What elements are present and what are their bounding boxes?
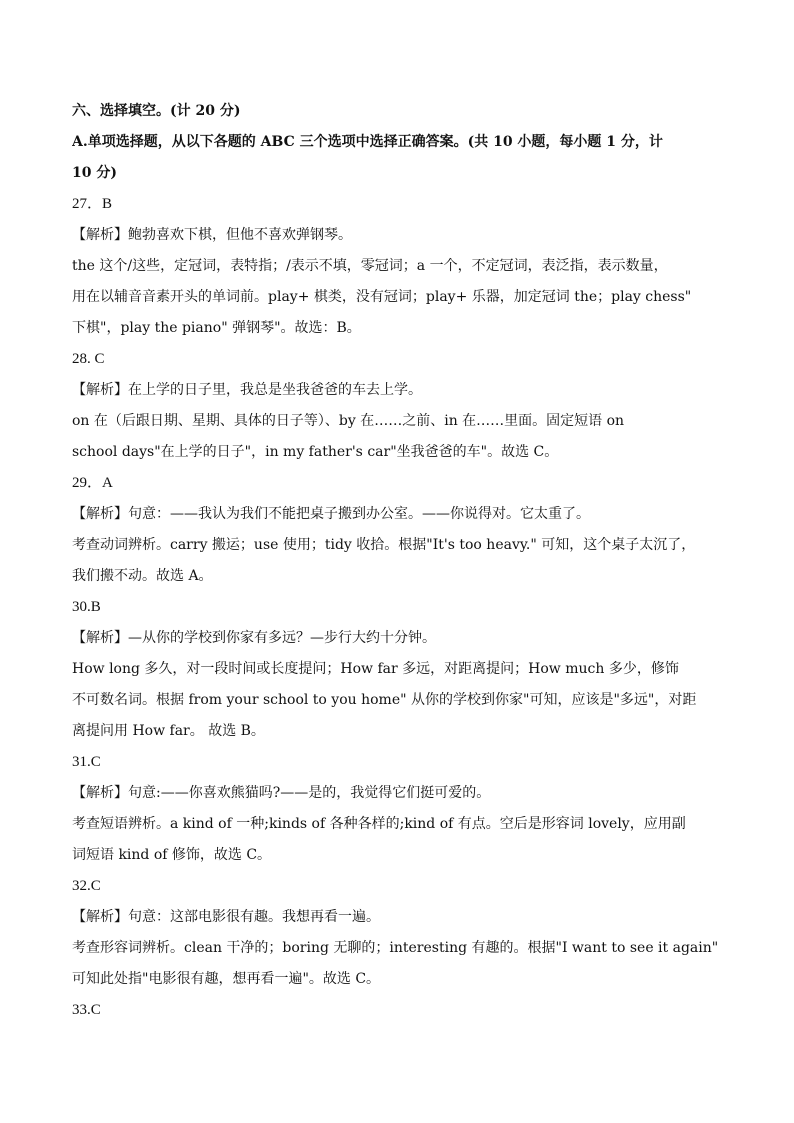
explanation-line: 用在以辅音音素开头的单词前。play+ 棋类，没有冠词；play+ 乐器，加定冠词 the；play chess" (72, 289, 692, 305)
explanation-heading: 【解析】句意：这部电影很有趣。我想再看一遍。 (72, 909, 380, 925)
explanation-line: 不可数名词。根据 from your school to you home" 从你的学校到你家"可知，应该是"多远"，对距 (72, 692, 697, 708)
document-page (72, 96, 732, 1026)
explanation-line: 离提问用 How far。 故选 B。 (72, 723, 265, 739)
explanation-line: school days"在上学的日子"，in my father's car"坐我爸爸的车"。故选 C。 (72, 444, 559, 460)
answer-label: 32.C (72, 878, 101, 894)
explanation-line: 词短语 kind of 修饰，故选 C。 (72, 847, 272, 863)
explanation-line: 我们搬不动。故选 A。 (72, 568, 213, 584)
explanation-heading: 【解析】鲍勃喜欢下棋，但他不喜欢弹钢琴。 (72, 227, 352, 243)
answer-label: 31.C (72, 754, 101, 770)
explanation-heading: 【解析】句意:——你喜欢熊猫吗?——是的，我觉得它们挺可爱的。 (72, 785, 491, 801)
answer-label: 29．A (72, 475, 113, 491)
explanation-line: 可知此处指"电影很有趣，想再看一遍"。故选 C。 (72, 971, 381, 987)
section-instruction-line-1: A.单项选择题，从以下各题的 ABC 三个选项中选择正确答案。(共 10 小题，每小题 1 分，计 (72, 134, 663, 150)
explanation-heading: 【解析】—从你的学校到你家有多远？—步行大约十分钟。 (72, 630, 436, 646)
question-31 (72, 747, 732, 871)
explanation-line: 考查形容词辨析。clean 干净的；boring 无聊的；interesting 有趣的。根据"I want to see it again" (72, 940, 719, 956)
explanation-line: on 在（后跟日期、星期、具体的日子等）、by 在……之前、in 在……里面。固定短语 on (72, 413, 625, 429)
question-30 (72, 592, 732, 747)
answer-label: 27．B (72, 196, 113, 212)
section-title: 六、选择填空。(计 20 分) (72, 103, 241, 119)
question-33 (72, 995, 732, 1026)
question-29 (72, 468, 732, 592)
explanation-line: 下棋"，play the piano" 弹钢琴"。故选：B。 (72, 320, 361, 336)
answer-label: 30.B (72, 599, 101, 615)
explanation-heading: 【解析】在上学的日子里，我总是坐我爸爸的车去上学。 (72, 382, 422, 398)
explanation-line: How long 多久，对一段时间或长度提问；How far 多远，对距离提问；How much 多少，修饰 (72, 661, 679, 677)
answer-label: 33.C (72, 1002, 101, 1018)
question-27 (72, 189, 732, 344)
question-32 (72, 871, 732, 995)
answer-label: 28. C (72, 351, 105, 367)
explanation-line: the 这个/这些，定冠词，表特指；/表示不填，零冠词；a 一个，不定冠词，表泛指，表示数量， (72, 258, 668, 274)
explanation-line: 考查短语辨析。a kind of 一种;kinds of 各种各样的;kind of 有点。空后是形容词 lovely，应用副 (72, 816, 686, 832)
question-28 (72, 344, 732, 468)
section-instruction-line-2: 10 分) (72, 165, 117, 181)
explanation-line: 考查动词辨析。carry 搬运；use 使用；tidy 收拾。根据"It's too heavy." 可知，这个桌子太沉了， (72, 537, 696, 553)
explanation-heading: 【解析】句意：——我认为我们不能把桌子搬到办公室。——你说得对。它太重了。 (72, 506, 590, 522)
